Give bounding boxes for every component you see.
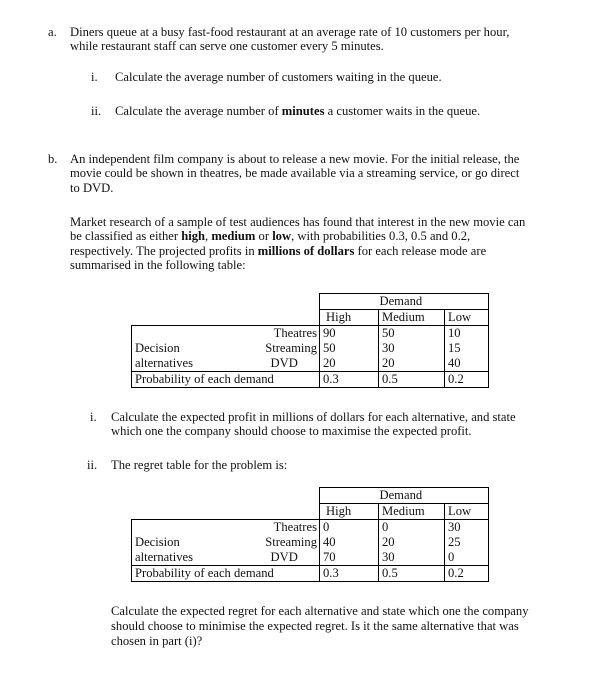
table-row [132, 535, 489, 550]
empty-cell [132, 520, 251, 536]
cell-low: 10 [445, 326, 489, 342]
prob-high: 0.3 [320, 566, 379, 582]
market-line3 [70, 244, 486, 259]
table-row [132, 488, 489, 504]
part-b-q1-line2: which one the company should choose to maximise the expected profit. [111, 424, 472, 438]
row-name: Streaming [265, 535, 317, 549]
market-line1: Market research of a sample of test audiences has found that interest in the new movie can [70, 215, 526, 229]
cell-low: 0 [445, 550, 489, 566]
empty-cell [251, 488, 320, 504]
empty-cell [445, 488, 489, 504]
cell-medium: 20 [379, 356, 445, 372]
decision-label: Decision [132, 535, 251, 550]
prob-low: 0.2 [445, 372, 489, 388]
part-a-q1-text: Calculate the average number of customers waiting in the queue. [115, 70, 442, 84]
row-name: Streaming [265, 341, 317, 355]
market-high: high [181, 229, 206, 243]
demand-header: Demand [379, 294, 445, 310]
col-low: Low [445, 310, 489, 326]
q2-text-bold: minutes [281, 104, 325, 118]
part-a-q2-label: ii. [91, 104, 102, 118]
market-line2-before: be classified as either [70, 229, 182, 243]
cell-medium: 30 [379, 341, 445, 356]
table-row [132, 341, 489, 356]
part-b-q1-label: i. [90, 410, 97, 424]
col-low: Low [445, 504, 489, 520]
profit-table [131, 293, 489, 388]
part-b-q1-line1: Calculate the expected profit in millions of dollars for each alternative, and state [111, 410, 516, 424]
row-name: Theatres [251, 326, 320, 342]
part-b-q2-text: The regret table for the problem is: [111, 458, 288, 472]
final-line2: should choose to minimise the expected regret. Is it the same alternative that was [111, 619, 519, 633]
market-comma: , [205, 229, 212, 243]
decision-label: alternatives [132, 356, 251, 372]
table-row [132, 356, 489, 372]
market-line2 [70, 229, 470, 244]
empty-cell [251, 294, 320, 310]
table-row [132, 310, 489, 326]
prob-low: 0.2 [445, 566, 489, 582]
demand-header: Demand [379, 488, 445, 504]
q2-text-before: Calculate the average number of [115, 104, 282, 118]
part-a-text-line2: while restaurant staff can serve one customer every 5 minutes. [70, 39, 384, 53]
cell-low: 40 [445, 356, 489, 372]
market-line3-after: for each release mode are [354, 244, 487, 258]
cell-high: 40 [320, 535, 379, 550]
table-row [132, 504, 489, 520]
part-b-intro-line1: An independent film company is about to release a new movie. For the initial release, the [70, 152, 520, 166]
cell-low: 15 [445, 341, 489, 356]
cell-medium: 0 [379, 520, 445, 536]
empty-cell [132, 488, 251, 504]
row-name: DVD [251, 550, 320, 566]
decision-label: alternatives [132, 550, 251, 566]
market-line2-after: , with probabilities 0.3, 0.5 and 0.2, [291, 229, 471, 243]
part-a-text-line1: Diners queue at a busy fast-food restaurant at an average rate of 10 customers per hour, [70, 25, 510, 39]
empty-cell [132, 294, 251, 310]
final-line3: chosen in part (i)? [111, 634, 203, 648]
row-name: DVD [251, 356, 320, 372]
part-b-intro-line2: movie could be shown in theatres, be made available via a streaming service, or go direct [70, 166, 520, 180]
part-b-intro-line3: to DVD. [70, 181, 114, 195]
cell-medium: 50 [379, 326, 445, 342]
table-row [132, 566, 489, 582]
cell-low: 25 [445, 535, 489, 550]
cell-medium: 20 [379, 535, 445, 550]
market-line4: summarised in the following table: [70, 258, 246, 272]
col-medium: Medium [379, 310, 445, 326]
part-b-q2-label: ii. [87, 458, 98, 472]
part-a-q2-text [115, 104, 480, 119]
final-line1: Calculate the expected regret for each alternative and state which one the company [111, 604, 529, 618]
prob-medium: 0.5 [379, 372, 445, 388]
empty-cell [320, 294, 379, 310]
col-medium: Medium [379, 504, 445, 520]
decision-label: Decision [132, 341, 251, 356]
empty-cell [251, 310, 320, 326]
cell-high: 70 [320, 550, 379, 566]
table-row [132, 326, 489, 342]
table-row [132, 550, 489, 566]
cell-medium: 30 [379, 550, 445, 566]
cell-high: 0 [320, 520, 379, 536]
row-name: Theatres [251, 520, 320, 536]
prob-label: Probability of each demand [132, 566, 320, 582]
col-high: High [320, 310, 379, 326]
table-row [132, 520, 489, 536]
market-medium: medium [211, 229, 256, 243]
prob-label: Probability of each demand [132, 372, 320, 388]
part-a-q1-label: i. [91, 70, 98, 84]
empty-cell [445, 294, 489, 310]
market-line3-before: respectively. The projected profits in [70, 244, 258, 258]
part-b-label: b. [48, 152, 58, 166]
cell-high: 50 [320, 341, 379, 356]
market-low: low [272, 229, 292, 243]
cell-high: 20 [320, 356, 379, 372]
empty-cell [132, 504, 251, 520]
cell-high: 90 [320, 326, 379, 342]
q2-text-after: a customer waits in the queue. [324, 104, 481, 118]
table-row [132, 372, 489, 388]
empty-cell [132, 326, 251, 342]
market-line3-bold: millions of dollars [257, 244, 355, 258]
market-or: or [255, 229, 273, 243]
empty-cell [320, 488, 379, 504]
empty-cell [251, 504, 320, 520]
prob-medium: 0.5 [379, 566, 445, 582]
cell-low: 30 [445, 520, 489, 536]
part-a-label: a. [48, 25, 57, 39]
regret-table [131, 487, 489, 582]
prob-high: 0.3 [320, 372, 379, 388]
table-row [132, 294, 489, 310]
empty-cell [132, 310, 251, 326]
col-high: High [320, 504, 379, 520]
